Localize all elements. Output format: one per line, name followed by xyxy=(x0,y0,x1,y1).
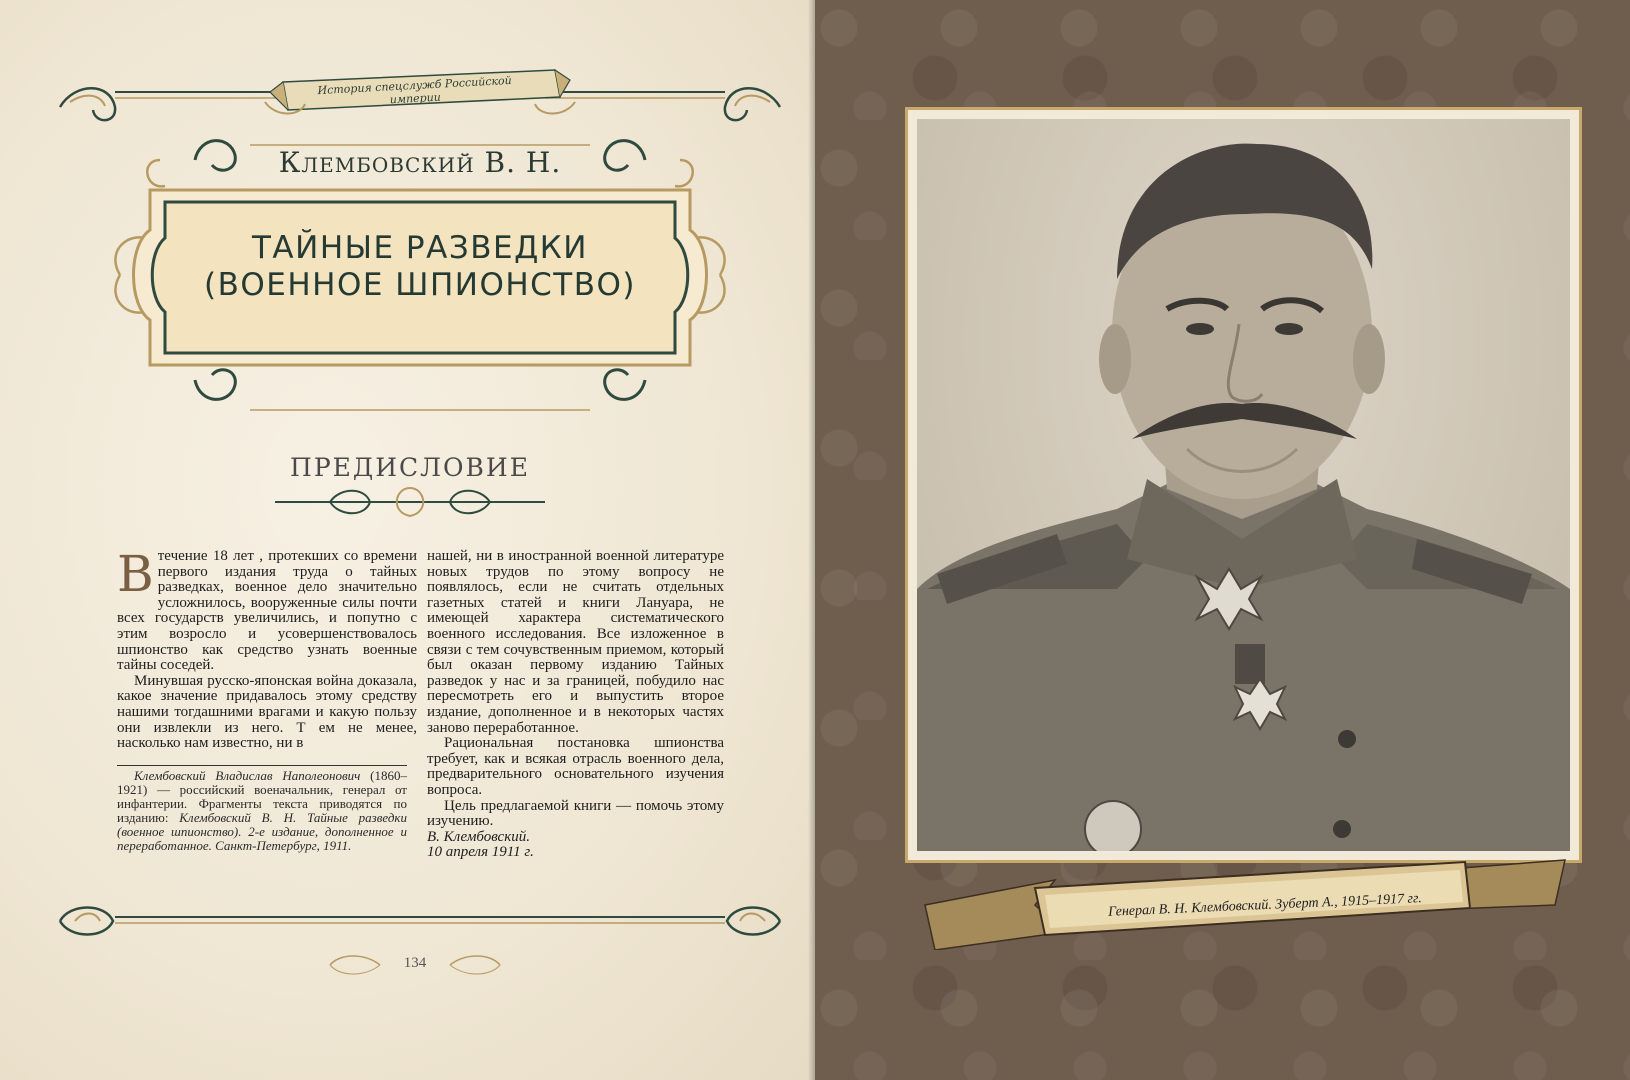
title-line-2: (ВОЕННОЕ ШПИОНСТВО) xyxy=(203,267,636,303)
text-column-left xyxy=(117,545,417,752)
signature-name: В. Клембовский. xyxy=(427,828,530,845)
book-title xyxy=(175,230,665,304)
portrait-frame xyxy=(905,107,1582,863)
portrait-illustration xyxy=(917,119,1570,851)
paragraph: течение 18 лет , протекших со времени первого издания труда о тайных разведках, военное дело значительно усложнилось, вооруженные силы почти всех государств увеличились, и попутно с этим возросло и усовершенствовалось шпионство как средство узнать военные тайны соседей. xyxy=(117,548,417,674)
drop-cap: В xyxy=(117,545,154,603)
footnote-author: Клембовский Владислав Наполеонович xyxy=(134,768,361,783)
right-page xyxy=(815,0,1630,1080)
paragraph: Цель предлагаемой книги — помочь этому изучению. xyxy=(427,797,724,830)
footnote-source: Клембовский В. Н. Тайные разведки (военное шпионство). 2-е издание, дополненное и переработанное. Санкт-Петербург, 1911. xyxy=(117,810,407,853)
paragraph: Рациональная постановка шпионства требует, как и всякая отрасль военного дела, предварительного основательного изучения вопроса. xyxy=(427,735,724,798)
footnote xyxy=(117,769,407,853)
text-column-right xyxy=(427,549,724,861)
paragraph: нашей, ни в иностранной военной литературе новых трудов по этому вопросу не появлялось, если не считать отдельных газетных статей и книги Лануара, не имеющей характера систематического военного исследования. Все изложенное в связи с тем сочувственным приемом, который был оказан первому изданию Тайных разведок у нас и за границей, побудило нас пересмотреть его и выпустить второе издание, дополненное и в некоторых частях заново переработанное. xyxy=(427,548,724,736)
page-number: 134 xyxy=(403,955,427,971)
footnote-text: (1860–1921) — российский военачальник, генерал от инфантерии. Фрагменты текста приводятся по изданию: xyxy=(117,768,408,825)
footnote-rule xyxy=(117,765,407,766)
bottom-ornament xyxy=(55,903,785,943)
series-title: История спецслужб Российской империи xyxy=(317,73,513,107)
portrait-caption: Генерал В. Н. Клембовский. Зуберт А., 1915–1917 гг. xyxy=(1107,891,1423,920)
author-name: Клембовский В. Н. xyxy=(278,146,562,179)
title-line-1: ТАЙНЫЕ РАЗВЕДКИ xyxy=(252,230,588,266)
signature-date: 10 апреля 1911 г. xyxy=(427,844,534,861)
paragraph: Минувшая русско-японская война доказала, какое значение придавалось этому средству нашими тогдашними врагами и какую пользу они извлекли из него. Т ем не менее, насколько нам известно, ни в xyxy=(117,672,417,752)
portrait-photo xyxy=(917,119,1570,851)
section-ornament xyxy=(270,482,550,524)
section-heading: ПРЕДИСЛОВИЕ xyxy=(290,453,530,482)
